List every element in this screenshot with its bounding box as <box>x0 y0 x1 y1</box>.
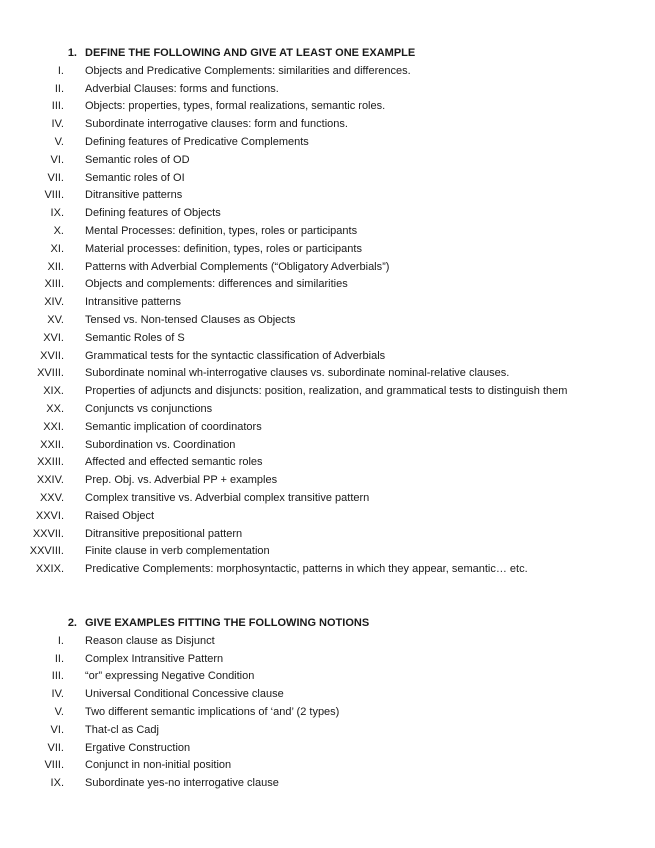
list-item <box>0 740 655 758</box>
list-item <box>0 543 655 561</box>
list-item <box>0 686 655 704</box>
item-number: XXVI. <box>35 509 64 522</box>
list-item <box>0 490 655 508</box>
item-number: II. <box>54 82 64 95</box>
item-text: Reason clause as Disjunct <box>85 634 215 647</box>
item-number: VI. <box>50 723 64 736</box>
section-examples <box>0 615 655 793</box>
list-item <box>0 205 655 223</box>
item-number: VI. <box>50 153 64 166</box>
item-text: Ditransitive patterns <box>85 189 183 202</box>
item-text: Two different semantic implications of ‘and’ (2 types) <box>85 705 340 718</box>
item-text: Complex transitive vs. Adverbial complex transitive pattern <box>85 491 370 504</box>
list-item <box>0 276 655 294</box>
list-item <box>0 722 655 740</box>
item-text: “or” expressing Negative Condition <box>85 670 255 683</box>
list-item <box>0 348 655 366</box>
item-text: Subordination vs. Coordination <box>85 438 236 451</box>
list-item <box>0 668 655 686</box>
list-item <box>0 170 655 188</box>
item-number: XIII. <box>44 278 64 291</box>
item-text: Objects and complements: differences and similarities <box>85 278 348 291</box>
item-number: XI. <box>50 242 64 255</box>
list-item <box>0 98 655 116</box>
list-item <box>0 241 655 259</box>
item-number: III. <box>51 670 64 683</box>
item-text: Intransitive patterns <box>85 296 181 309</box>
list-item <box>0 704 655 722</box>
item-number: II. <box>54 652 64 665</box>
item-number: XXI. <box>43 420 64 433</box>
item-number: VII. <box>47 171 64 184</box>
item-text: Semantic roles of OI <box>85 171 185 184</box>
item-text: Finite clause in verb complementation <box>85 545 270 558</box>
item-text: Material processes: definition, types, roles or participants <box>85 242 362 255</box>
item-text: Objects and Predicative Complements: similarities and differences. <box>85 64 411 77</box>
item-text: Subordinate nominal wh-interrogative clauses vs. subordinate nominal-relative clauses. <box>85 367 510 380</box>
list-item <box>0 437 655 455</box>
item-text: Ergative Construction <box>85 741 191 754</box>
item-number: V. <box>54 135 64 148</box>
item-text: Semantic implication of coordinators <box>85 420 262 433</box>
item-text: Defining features of Objects <box>85 207 221 220</box>
item-number: XXII. <box>40 438 64 451</box>
list-item <box>0 775 655 793</box>
item-text: Ditransitive prepositional pattern <box>85 527 243 540</box>
section-title: GIVE EXAMPLES FITTING THE FOLLOWING NOTIONS <box>85 617 370 629</box>
list-item <box>0 223 655 241</box>
list-item <box>0 134 655 152</box>
item-text: Semantic Roles of S <box>85 331 185 344</box>
item-number: IV. <box>51 688 64 701</box>
section-number: 1. <box>67 47 77 59</box>
item-number: I. <box>57 634 64 647</box>
list-item <box>0 561 655 579</box>
item-text: Properties of adjuncts and disjuncts: position, realization, and grammatical tests to distinguish them <box>85 385 568 398</box>
section-title: DEFINE THE FOLLOWING AND GIVE AT LEAST ONE EXAMPLE <box>85 47 416 59</box>
item-number: I. <box>57 64 64 77</box>
item-number: IX. <box>50 777 64 790</box>
item-number: XV. <box>47 313 64 326</box>
item-text: Objects: properties, types, formal realizations, semantic roles. <box>85 100 386 113</box>
section-number: 2. <box>67 617 77 629</box>
list-item <box>0 526 655 544</box>
list-item <box>0 633 655 651</box>
list-item <box>0 757 655 775</box>
item-number: V. <box>54 705 64 718</box>
item-text: Grammatical tests for the syntactic classification of Adverbials <box>85 349 386 362</box>
item-number: XXIX. <box>35 563 64 576</box>
item-number: XVI. <box>43 331 64 344</box>
list-item <box>0 259 655 277</box>
item-number: XXIII. <box>37 456 64 469</box>
item-text: Universal Conditional Concessive clause <box>85 688 284 701</box>
list-item <box>0 365 655 383</box>
item-text: Complex Intransitive Pattern <box>85 652 224 665</box>
list-item <box>0 419 655 437</box>
item-number: VIII. <box>44 759 64 772</box>
item-number: IV. <box>51 118 64 131</box>
item-number: XX. <box>46 402 64 415</box>
item-text: Conjuncts vs conjunctions <box>85 402 213 415</box>
item-text: Prep. Obj. vs. Adverbial PP + examples <box>85 474 278 487</box>
list-item <box>0 472 655 490</box>
item-text: Adverbial Clauses: forms and functions. <box>85 82 279 95</box>
section-heading <box>0 615 655 633</box>
item-number: XIV. <box>44 296 64 309</box>
list-item <box>0 152 655 170</box>
item-text: Tensed vs. Non-tensed Clauses as Objects <box>85 313 296 326</box>
item-number: X. <box>53 224 64 237</box>
list-item <box>0 187 655 205</box>
item-number: XVII. <box>40 349 64 362</box>
define-list <box>0 63 655 579</box>
list-item <box>0 63 655 81</box>
examples-list <box>0 633 655 793</box>
item-number: XVIII. <box>37 367 64 380</box>
list-item <box>0 294 655 312</box>
section-heading <box>0 45 655 63</box>
item-number: VIII. <box>44 189 64 202</box>
list-item <box>0 116 655 134</box>
item-number: XXIV. <box>36 474 64 487</box>
item-text: Affected and effected semantic roles <box>85 456 263 469</box>
item-text: Predicative Complements: morphosyntactic, patterns in which they appear, semantic… etc. <box>85 563 528 576</box>
list-item <box>0 508 655 526</box>
item-number: IX. <box>50 207 64 220</box>
item-number: XXV. <box>39 491 64 504</box>
item-number: XIX. <box>43 385 64 398</box>
item-text: Patterns with Adverbial Complements (“Obligatory Adverbials”) <box>85 260 390 273</box>
list-item <box>0 330 655 348</box>
item-number: XII. <box>47 260 64 273</box>
item-text: That-cl as Cadj <box>85 723 159 736</box>
item-text: Conjunct in non-initial position <box>85 759 232 772</box>
item-text: Subordinate interrogative clauses: form and functions. <box>85 118 348 131</box>
item-number: III. <box>51 100 64 113</box>
item-number: VII. <box>47 741 64 754</box>
section-define <box>0 45 655 579</box>
item-text: Raised Object <box>85 509 155 522</box>
list-item <box>0 401 655 419</box>
list-item <box>0 383 655 401</box>
item-text: Mental Processes: definition, types, roles or participants <box>85 224 358 237</box>
list-item <box>0 454 655 472</box>
item-number: XXVII. <box>32 527 64 540</box>
list-item <box>0 651 655 669</box>
item-text: Subordinate yes-no interrogative clause <box>85 777 279 790</box>
item-text: Semantic roles of OD <box>85 153 190 166</box>
list-item <box>0 312 655 330</box>
list-item <box>0 81 655 99</box>
item-text: Defining features of Predicative Complements <box>85 135 309 148</box>
item-number: XXVIII. <box>29 545 64 558</box>
